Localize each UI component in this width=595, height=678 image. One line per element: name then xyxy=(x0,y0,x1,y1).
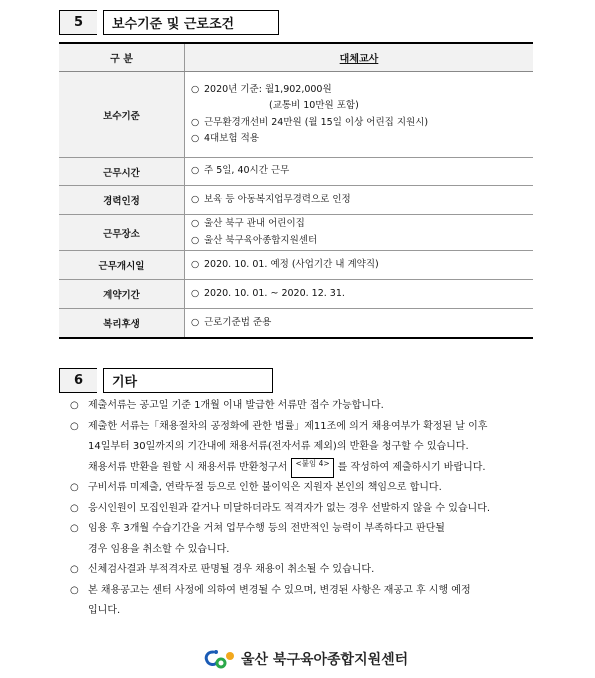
note-text: 신체검사결과 부적격자로 판명될 경우 채용이 취소될 수 있습니다. xyxy=(88,564,375,575)
table-row-start-date xyxy=(59,251,533,280)
row-label: 근무장소 xyxy=(59,215,185,251)
section-6-header xyxy=(59,368,273,393)
bullet-icon: ○ xyxy=(70,584,79,596)
bullet-icon: ○ xyxy=(70,482,79,493)
bullet-icon: ○ xyxy=(191,287,200,299)
section-title: 보수기준 및 근로조건 xyxy=(103,10,279,35)
value-line: 근로기준법 준용 xyxy=(204,316,272,328)
attachment-tag: <붙임 4> xyxy=(291,458,333,479)
value-line: 근무환경개선비 24만원 (월 15일 이상 어린집 지원시) xyxy=(204,116,429,128)
row-label: 보수기준 xyxy=(59,72,185,158)
note-line xyxy=(70,581,490,602)
value-line: (교통비 10만원 포함) xyxy=(269,100,359,111)
table-row-salary xyxy=(59,72,533,158)
section-number: 5 xyxy=(59,10,97,35)
note-text: 임용 후 3개월 수습기간을 거쳐 업무수행 등의 전반적인 능력이 부족하다고 판단될 xyxy=(88,523,445,534)
work-conditions-table xyxy=(59,42,533,339)
column-header-substitute-teacher: 대체교사 xyxy=(185,43,534,72)
bullet-icon: ○ xyxy=(191,133,200,144)
row-value xyxy=(185,72,534,158)
bullet-icon: ○ xyxy=(70,523,79,534)
bullet-icon: ○ xyxy=(70,502,79,514)
value-line: 2020년 기준: 월1,902,000원 xyxy=(204,83,332,95)
row-value xyxy=(185,158,534,186)
table-row-career xyxy=(59,186,533,215)
row-value xyxy=(185,280,534,309)
bullet-icon: ○ xyxy=(70,420,79,432)
note-line xyxy=(70,437,490,458)
value-line: 2020. 10. 01. ~ 2020. 12. 31. xyxy=(204,287,345,299)
value-line: 울산 북구육아종합지원센터 xyxy=(204,234,318,246)
row-label: 복리후생 xyxy=(59,309,185,338)
table-row-workplace xyxy=(59,215,533,251)
note-text: 입니다. xyxy=(88,605,121,616)
note-line xyxy=(70,540,490,561)
bullet-icon: ○ xyxy=(191,165,200,177)
table-row-welfare xyxy=(59,309,533,338)
note-line xyxy=(70,478,490,499)
note-text: 를 작성하여 제출하시기 바랍니다. xyxy=(337,461,486,473)
value-line: 4대보험 적용 xyxy=(204,133,259,144)
bullet-icon: ○ xyxy=(191,83,200,95)
bullet-icon: ○ xyxy=(191,116,200,128)
section-5-header xyxy=(59,10,279,35)
value-line: 주 5일, 40시간 근무 xyxy=(204,165,290,177)
row-label: 경력인정 xyxy=(59,186,185,215)
note-text: 채용서류 반환을 원할 시 채용서류 반환청구서 xyxy=(88,461,288,473)
section-number: 6 xyxy=(59,368,97,393)
note-text: 본 채용공고는 센터 사정에 의하여 변경될 수 있으며, 변경된 사항은 재공고 후 시행 예정 xyxy=(88,584,471,596)
note-line xyxy=(70,396,490,417)
note-line xyxy=(70,499,490,520)
value-line: 보육 등 아동복지업무경력으로 인정 xyxy=(204,193,351,205)
value-line: 2020. 10. 01. 예정 (사업기간 내 계약직) xyxy=(204,258,379,270)
bullet-icon: ○ xyxy=(70,564,79,575)
row-value xyxy=(185,309,534,338)
note-line xyxy=(70,458,490,479)
row-label: 근무시간 xyxy=(59,158,185,186)
row-label: 계약기간 xyxy=(59,280,185,309)
note-text: 제출한 서류는「채용절차의 공정화에 관한 법률」제11조에 의거 채용여부가 확정된 날 이후 xyxy=(88,420,488,432)
center-logo xyxy=(203,648,408,670)
section-title: 기타 xyxy=(103,368,273,393)
row-value xyxy=(185,215,534,251)
note-line xyxy=(70,417,490,438)
bullet-icon: ○ xyxy=(191,316,200,328)
center-name: 울산 북구육아종합지원센터 xyxy=(241,652,409,668)
row-value xyxy=(185,251,534,280)
note-line xyxy=(70,519,490,540)
bullet-icon: ○ xyxy=(191,193,200,205)
note-line xyxy=(70,601,490,622)
note-text: 경우 임용을 취소할 수 있습니다. xyxy=(88,543,230,555)
table-header-row xyxy=(59,43,533,72)
center-logo-icon xyxy=(203,648,237,670)
table-row-hours xyxy=(59,158,533,186)
row-label: 근무개시일 xyxy=(59,251,185,280)
note-text: 14일부터 30일까지의 기간내에 채용서류(전자서류 제외)의 반환을 청구할 수 있습니다. xyxy=(88,441,469,452)
note-text: 제출서류는 공고일 기준 1개월 이내 발급한 서류만 접수 가능합니다. xyxy=(88,400,384,411)
column-header-category: 구 분 xyxy=(59,43,185,72)
note-text: 응시인원이 모집인원과 같거나 미달하더라도 적격자가 없는 경우 선발하지 않을 수 있습니다. xyxy=(88,502,491,514)
bullet-icon: ○ xyxy=(70,400,79,411)
table-row-contract-period xyxy=(59,280,533,309)
bullet-icon: ○ xyxy=(191,258,200,270)
note-line xyxy=(70,560,490,581)
value-line: 울산 북구 관내 어린이집 xyxy=(204,218,305,229)
notes-list xyxy=(70,396,490,622)
note-text: 구비서류 미제출, 연락두절 등으로 인한 불이익은 지원자 본인의 책임으로 합니다. xyxy=(88,482,442,493)
bullet-icon: ○ xyxy=(191,234,200,246)
row-value xyxy=(185,186,534,215)
bullet-icon: ○ xyxy=(191,218,200,229)
